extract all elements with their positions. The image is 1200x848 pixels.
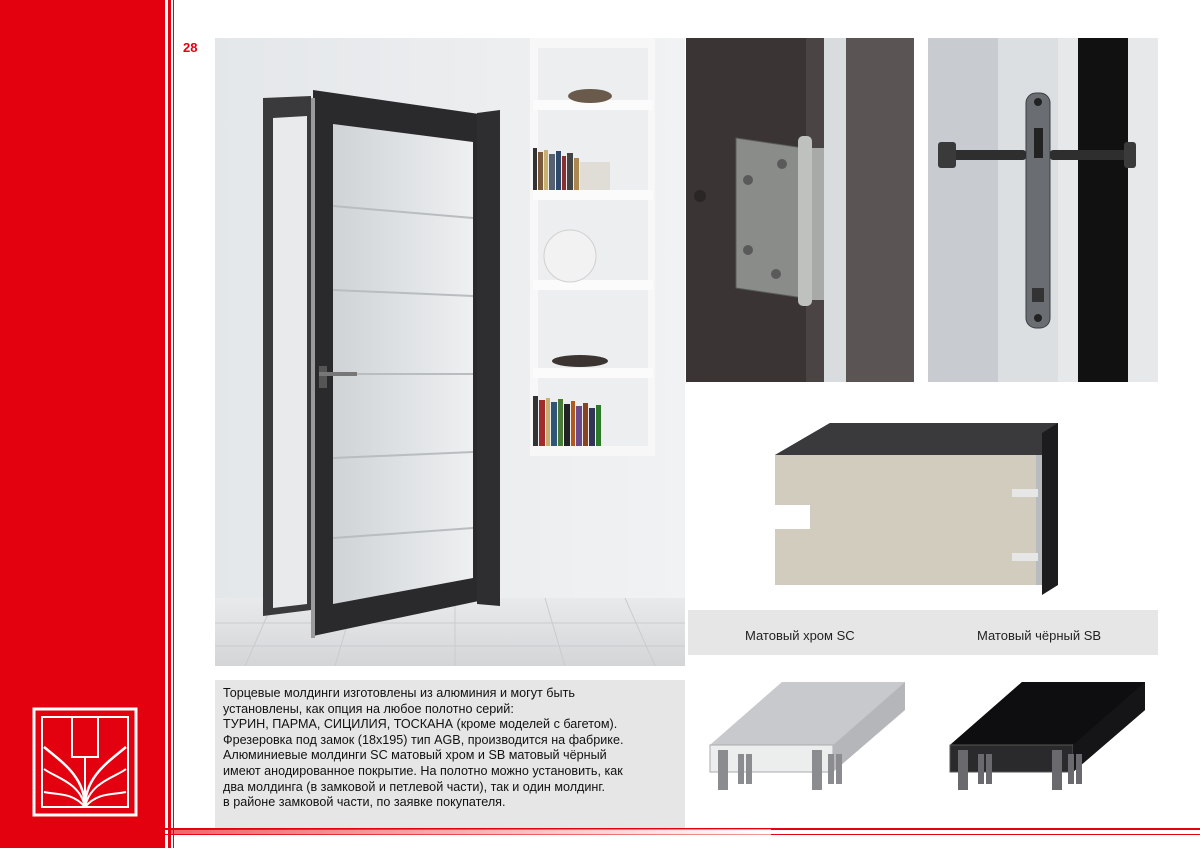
molding-sc-image <box>700 670 910 800</box>
sidebar-divider-line <box>168 0 171 848</box>
lock-photo <box>928 38 1158 382</box>
page-number: 28 <box>183 40 198 55</box>
logo-emblem-icon <box>32 707 138 817</box>
description-line: Торцевые молдинги изготовлены из алюминия и могут быть <box>223 686 575 700</box>
finish-labels-bar <box>688 610 1158 655</box>
swatch-label-sb: Матовый чёрный SB <box>977 628 1102 643</box>
description-line: Алюминиевые молдинги SC матовый хром и SB матовый чёрный <box>223 748 607 763</box>
footer-rule-fade <box>171 829 771 835</box>
door-photo <box>215 38 685 666</box>
description-line: ТУРИН, ПАРМА, СИЦИЛИЯ, ТОСКАНА (кроме моделей с багетом). <box>223 717 618 732</box>
description-line: в районе замковой части, по заявке покупателя. <box>223 795 506 810</box>
sidebar-divider-line-thin <box>173 0 174 848</box>
hinge-photo <box>686 38 914 382</box>
description-line: Фрезеровка под замок (18х195) тип AGB, производится на фабрике. <box>223 732 624 747</box>
description-line: установлены, как опция на любое полотно серий: <box>223 701 514 716</box>
door-edge-profile-image <box>690 405 1160 605</box>
molding-sb-image <box>940 670 1150 800</box>
swatch-label-sc: Матовый хром SC <box>745 628 855 643</box>
description-line: имеют анодированное покрытие. На полотно можно установить, как <box>223 763 623 778</box>
description-line: два молдинга (в замковой и петлевой части), так и один молдинг. <box>223 779 605 794</box>
description-box <box>215 680 685 828</box>
